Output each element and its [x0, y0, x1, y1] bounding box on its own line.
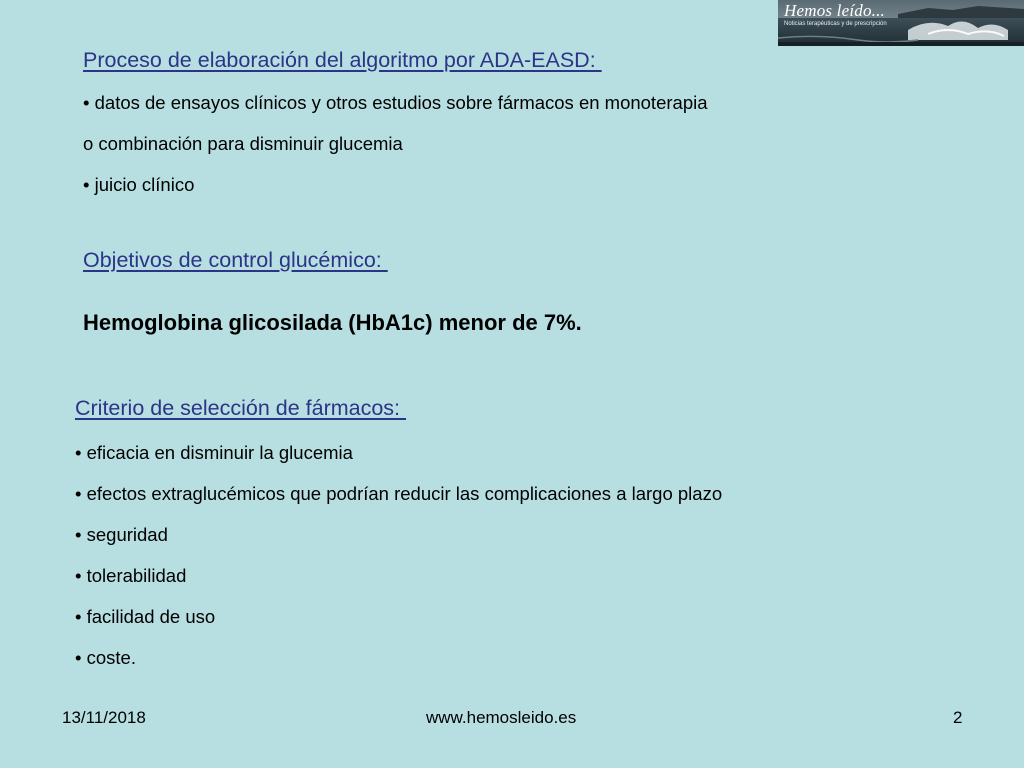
hemos-leido-logo — [778, 0, 1024, 46]
footer-date: 13/11/2018 — [62, 708, 146, 727]
slide-number: 2 — [953, 708, 963, 727]
heading-glycemic-targets: Objetivos de control glucémico: — [83, 248, 388, 272]
hba1c-target-statement: Hemoglobina glicosilada (HbA1c) menor de 7%. — [83, 310, 582, 335]
heading-drug-selection-criteria: Criterio de selección de fármacos: — [75, 396, 407, 420]
list-item: • datos de ensayos clínicos y otros estudios sobre fármacos en monoterapia — [83, 92, 708, 113]
list-item: • seguridad — [75, 524, 168, 545]
list-item: • facilidad de uso — [75, 606, 216, 627]
list-item: • coste. — [75, 647, 136, 668]
logo-title: Hemos leído... — [784, 1, 886, 20]
footer-website: www.hemosleido.es — [426, 708, 577, 727]
list-item-continuation: o combinación para disminuir glucemia — [83, 133, 403, 154]
list-item: • juicio clínico — [83, 174, 195, 195]
list-item: • eficacia en disminuir la glucemia — [75, 442, 353, 463]
list-item: • efectos extraglucémicos que podrían reducir las complicaciones a largo plazo — [75, 483, 723, 504]
heading-algorithm-process: Proceso de elaboración del algoritmo por ADA-EASD: — [83, 48, 602, 72]
logo-subtitle: Noticias terapéuticas y de prescripción — [784, 21, 887, 27]
list-item: • tolerabilidad — [75, 565, 187, 586]
